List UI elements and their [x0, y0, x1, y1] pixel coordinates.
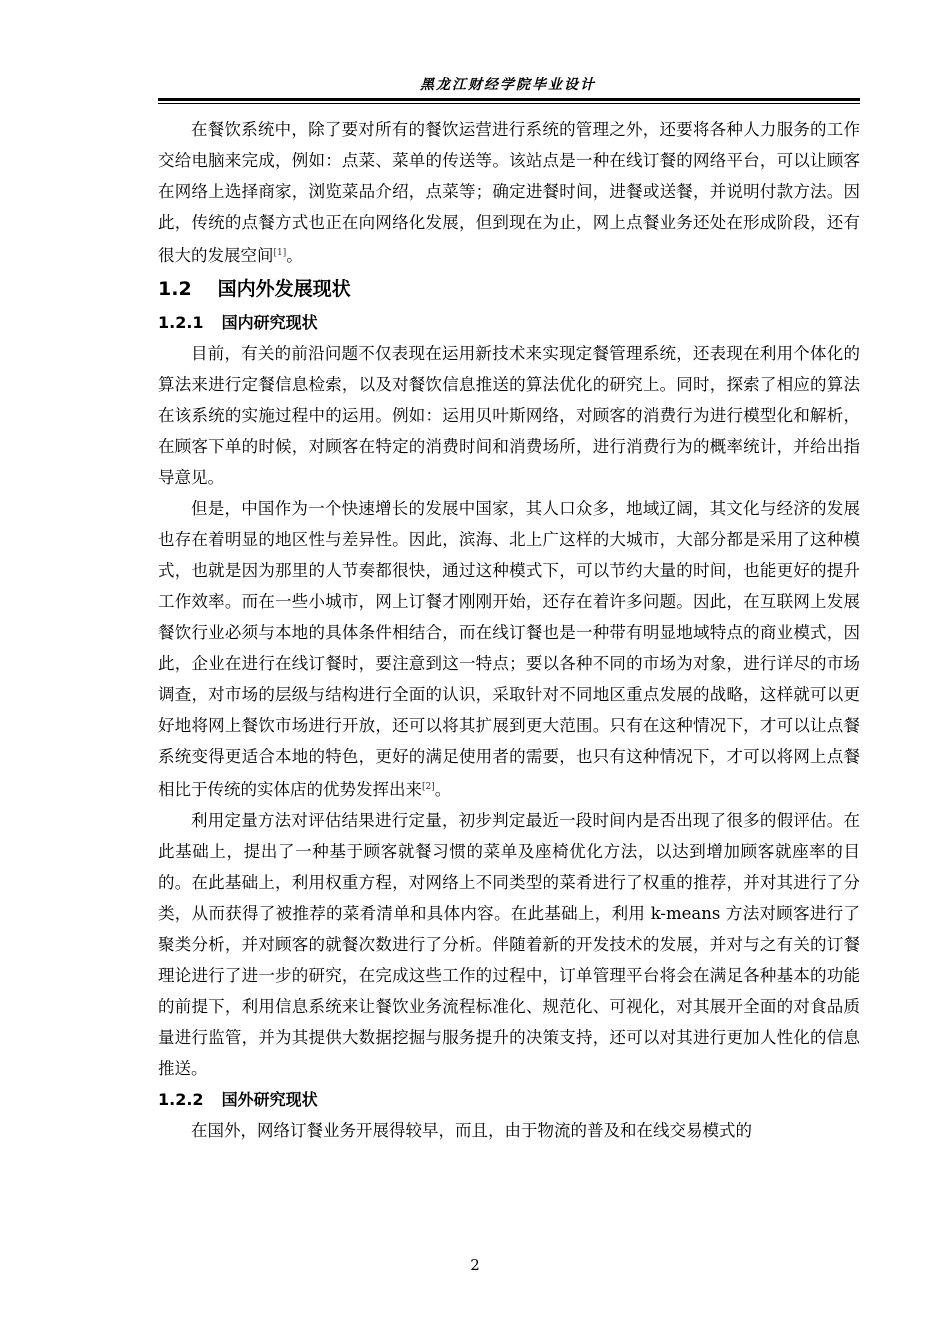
paragraph-domestic-1: 目前，有关的前沿问题不仅表现在运用新技术来实现定餐管理系统，还表现在利用个体化的算法来进行定餐信息检索，以及对餐饮信息推送的算法优化的研究上。同时，探索了相应的算法在该系统的实施过程中的运用。例如：运用贝叶斯网络，对顾客的消费行为进行模型化和解析，在顾客下单的时候，对顾客在特定的消费时间和消费场所，进行消费行为的概率统计，并给出指导意见。 — [158, 344, 860, 487]
citation-ref-2: [2] — [422, 782, 435, 792]
paragraph-intro-end: 。 — [286, 246, 303, 265]
header-rule-thick — [158, 98, 860, 101]
section-heading-1-2-1 — [158, 307, 860, 338]
paragraph-domestic-2-end: 。 — [434, 780, 452, 799]
section-number-1-2-1: 1.2.1 — [158, 313, 204, 332]
paragraph-intro-text: 在餐饮系统中，除了要对所有的餐饮运营进行系统的管理之外，还要将各种人力服务的工作交给电脑来完成，例如：点菜、菜单的传送等。该站点是一种在线订餐的网络平台，可以让顾客在网络上选择商家，浏览菜品介绍，点菜等；确定进餐时间，进餐或送餐，并说明付款方法。因此，传统的点餐方式也正在向网络化发展，但到现在为止，网上点餐业务还处在形成阶段，还有很大的发展空间 — [158, 120, 860, 265]
paragraph-domestic-2 — [158, 493, 860, 805]
section-number-1-2-2: 1.2.2 — [158, 1090, 204, 1109]
page-number: 2 — [470, 1256, 480, 1274]
header-rule-thin — [158, 103, 860, 104]
section-heading-1-2 — [158, 271, 860, 307]
section-title-1-2-1: 国内研究现状 — [221, 313, 318, 332]
section-title-1-2-2: 国外研究现状 — [221, 1090, 318, 1109]
paragraph-domestic-2-text: 但是，中国作为一个快速增长的发展中国家，其人口众多，地域辽阔，其文化与经济的发展也存在着明显的地区性与差异性。因此，滨海、北上广这样的大城市，大部分都是采用了这种模式，也就是因为那里的人节奏都很快，通过这种模式下，可以节约大量的时间，也能更好的提升工作效率。而在一些小城市，网上订餐才刚刚开始，还存在着许多问题。因此，在互联网上发展餐饮行业必须与本地的具体条件相结合，而在线订餐也是一种带有明显地域特点的商业模式，因此，企业在进行在线订餐时，要注意到这一特点；要以各种不同的市场为对象，进行详尽的市场调查，对市场的层级与结构进行全面的认识，采取针对不同地区重点发展的战略，这样就可以更好地将网上餐饮市场进行开放，还可以将其扩展到更大范围。只有在这种情况下，才可以让点餐系统变得更适合本地的特色，更好的满足使用者的需要，也只有这种情况下，才可以将网上点餐相比于传统的实体店的优势发挥出来 — [158, 499, 860, 799]
section-heading-1-2-2 — [158, 1084, 860, 1115]
paragraph-intro — [158, 114, 860, 271]
section-number-1-2: 1.2 — [158, 278, 192, 300]
page-header-title: 黑龙江财经学院毕业设计 — [420, 77, 596, 93]
page-body — [158, 114, 860, 1146]
section-title-1-2: 国内外发展现状 — [217, 278, 351, 300]
citation-ref-1: [1] — [273, 248, 287, 258]
paragraph-foreign-1: 在国外，网络订餐业务开展得较早，而且，由于物流的普及和在线交易模式的 — [191, 1121, 752, 1140]
paragraph-domestic-3: 利用定量方法对评估结果进行定量，初步判定最近一段时间内是否出现了很多的假评估。在此基础上，提出了一种基于顾客就餐习惯的菜单及座椅优化方法，以达到增加顾客就座率的目的。在此基础上，利用权重方程，对网络上不同类型的菜肴进行了权重的推荐，并对其进行了分类，从而获得了被推荐的菜肴清单和具体内容。在此基础上，利用 k-means 方法对顾客进行了聚类分析，并对顾客的就餐次数进行了分析。伴随着新的开发技术的发展，并对与之有关的订餐理论进行了进一步的研究，在完成这些工作的过程中，订单管理平台将会在满足各种基本的功能的前提下，利用信息系统来让餐饮业务流程标准化、规范化、可视化，对其展开全面的对食品质量进行监管，并为其提供大数据挖掘与服务提升的决策支持，还可以对其进行更加人性化的信息推送。 — [158, 811, 860, 1078]
